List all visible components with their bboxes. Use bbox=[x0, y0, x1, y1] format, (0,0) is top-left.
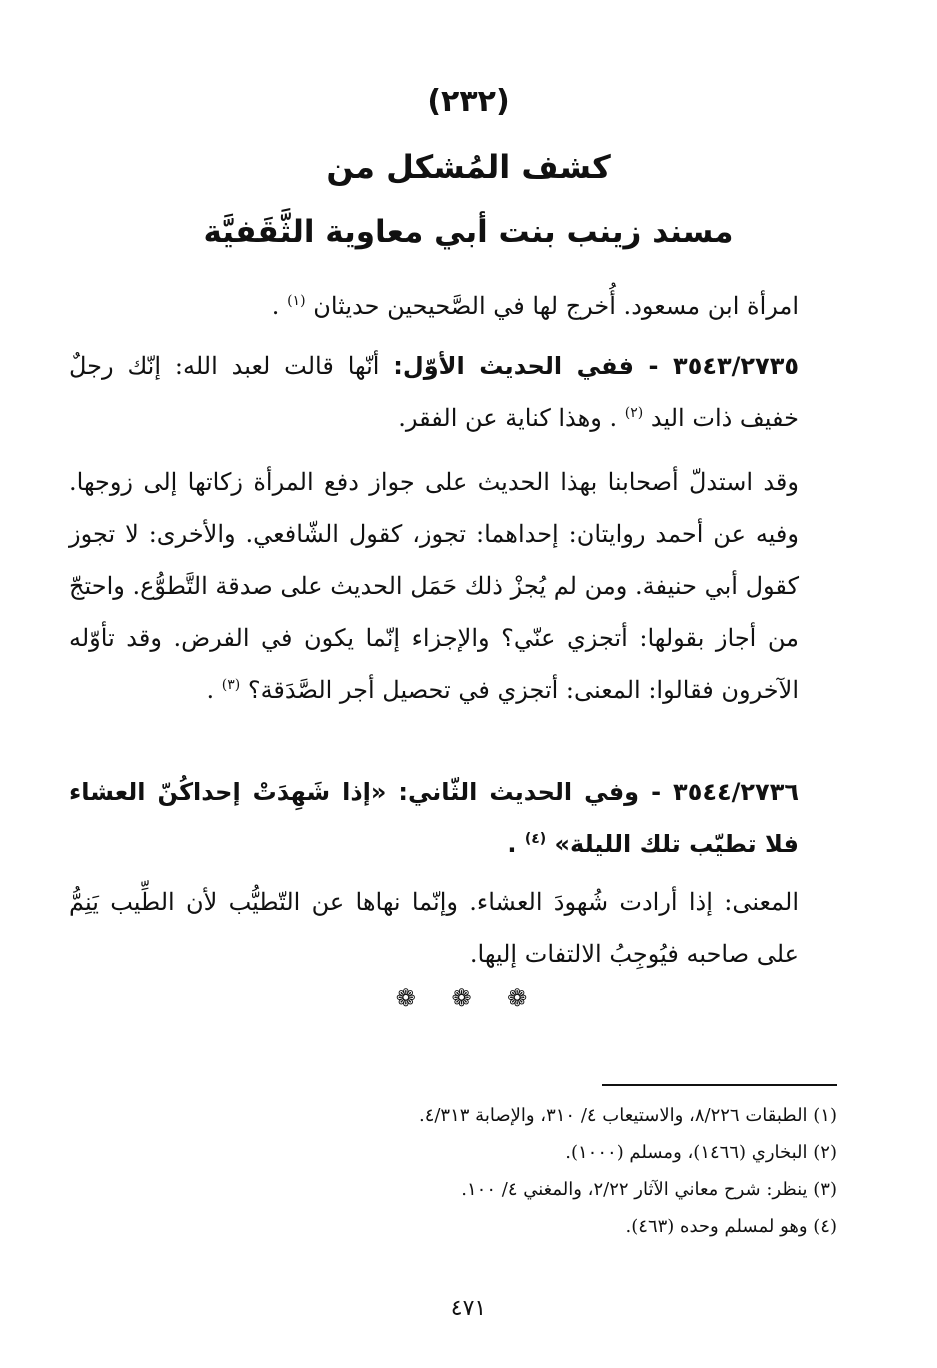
meaning-paragraph bbox=[69, 876, 837, 980]
chapter-subtitle: مسند زينب بنت أبي معاوية الثَّقَفيَّة bbox=[203, 214, 734, 250]
footnote-2: (٢) البخاري (١٤٦٦)، ومسلم (١٠٠٠). bbox=[565, 1142, 837, 1163]
intro-end: . bbox=[271, 292, 280, 320]
footnote-ref-1[interactable]: (١) bbox=[287, 293, 306, 309]
hadith-2-end: . bbox=[507, 830, 517, 858]
hadith-1-text: أنّها قالت لعبد الله: إنّك رجلٌ خفيف ذات اليد bbox=[69, 352, 799, 432]
ornament-divider: ❁ ❁ ❁ bbox=[395, 984, 542, 1012]
footnote-1: (١) الطبقات ٨/٢٢٦، والاستيعاب ٤/ ٣١٠، والإصابة ٤/٣١٣. bbox=[418, 1105, 837, 1126]
footnote-ref-3[interactable]: (٣) bbox=[221, 677, 241, 693]
intro-text: امرأة ابن مسعود. أُخرج لها في الصَّحيحين حديثان bbox=[313, 292, 799, 320]
hadith-1-lead: ففي الحديث الأوّل: bbox=[393, 352, 634, 380]
hadith-1-number: ٣٥٤٣/٢٧٣٥ - bbox=[633, 352, 799, 380]
footnotes bbox=[107, 1097, 837, 1245]
intro-paragraph bbox=[69, 280, 837, 332]
footnote-ref-2[interactable]: (٢) bbox=[624, 405, 644, 421]
page-number: ٤٧١ bbox=[450, 1296, 487, 1321]
fiqh-end: . bbox=[206, 676, 215, 704]
footnote-ref-4[interactable]: (٤) bbox=[524, 831, 547, 847]
fiqh-paragraph bbox=[69, 456, 837, 716]
meaning-text: المعنى: إذا أرادت شُهودَ العشاء. وإنّما نهاها عن التّطيُّب لأن الطِّيب يَنِمُّ على صاحبه فيُوجِبُ الالتفات إليها. bbox=[69, 888, 799, 968]
hadith-1-tail: . وهذا كناية عن الفقر. bbox=[398, 404, 618, 432]
hadith-2-text: ٣٥٤٤/٢٧٣٦ - وفي الحديث الثّاني: «إذا شَهِدَتْ إحداكُنّ العشاء فلا تطيّب تلك الليلة» bbox=[69, 778, 799, 858]
chapter-number: (٢٣٢) bbox=[427, 84, 510, 119]
footnote-3: (٣) ينظر: شرح معاني الآثار ٢/٢٢، والمغني ٤/ ١٠٠. bbox=[461, 1179, 837, 1200]
fiqh-text: وقد استدلّ أصحابنا بهذا الحديث على جواز دفع المرأة زكاتها إلى زوجها. وفيه عن أحمد روايتان: إحداهما: تجوز، كقول الشّافعي. والأخرى: لا تجوز كقول أبي حنيفة. ومن لم يُجزْ ذلك حَمَل الحديث على صدقة التَّطوُّع. واحتجّ من أجاز بقولها: أتجزي عنّي؟ والإجزاء إنّما يكون في الفرض. وقد تأوّله الآخرون فقالوا: المعنى: أتجزي في تحصيل أجر الصَّدَقة؟ bbox=[69, 468, 799, 704]
footnote-4: (٤) وهو لمسلم وحده (٤٦٣). bbox=[625, 1216, 837, 1237]
footnote-separator bbox=[602, 1084, 837, 1086]
hadith-2-paragraph bbox=[69, 766, 837, 870]
chapter-title: كشف المُشكل من bbox=[326, 148, 611, 186]
hadith-1-paragraph bbox=[69, 340, 837, 444]
